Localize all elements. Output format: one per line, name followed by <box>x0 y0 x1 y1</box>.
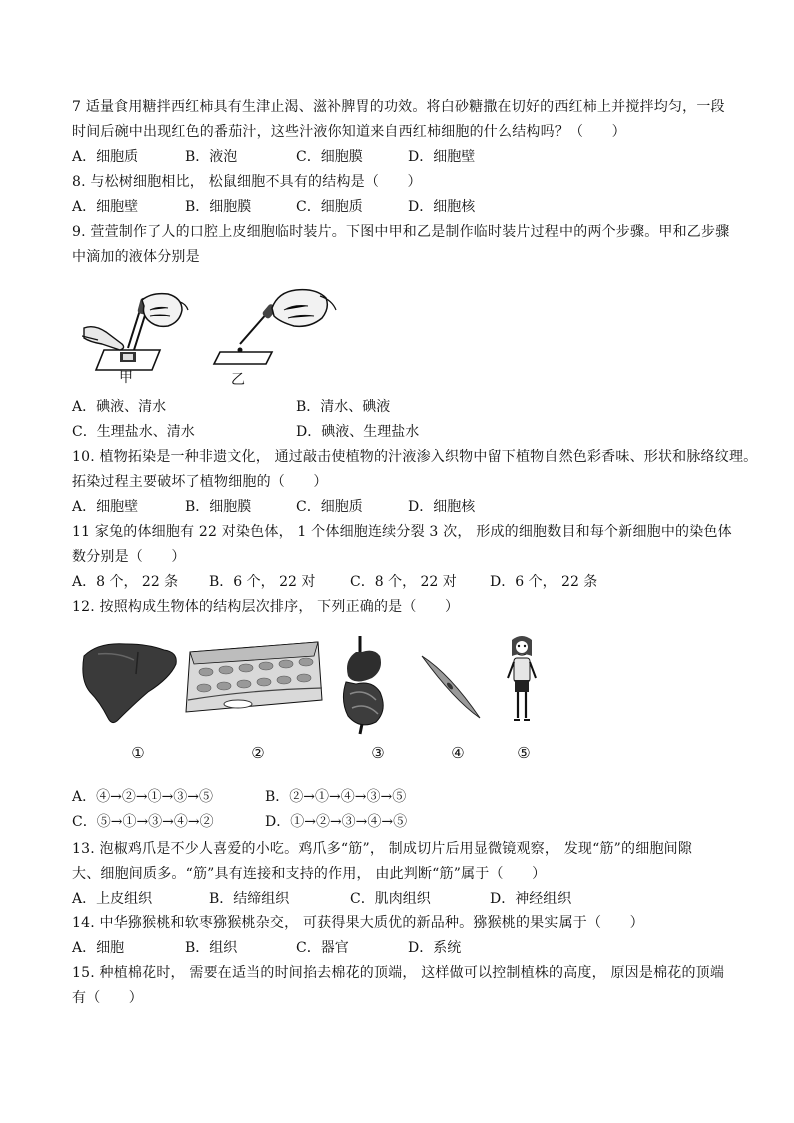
q12-stem-line1: 12. 按照构成生物体的结构层次排序， 下列正确的是（ ） <box>72 599 460 615</box>
q11-option-d: D．6 个， 22 条 <box>490 574 598 590</box>
q13-option-d: D．神经组织 <box>490 891 572 907</box>
figure-label-3: ③ <box>371 744 385 762</box>
q12-options-row2 <box>72 812 752 832</box>
q12-option-b: B．②→①→④→③→⑤ <box>265 789 407 805</box>
q15-stem-line2: 有（ ） <box>72 990 143 1006</box>
q13-option-b: B．结缔组织 <box>209 891 290 907</box>
q11-option-c: C．8 个， 22 对 <box>350 574 457 590</box>
q9-option-a: A．碘液、清水 <box>72 399 167 415</box>
q13-stem-line1: 13. 泡椒鸡爪是不少人喜爱的小吃。鸡爪多“筋”， 制成切片后用显微镜观察， 发现“筋”的细胞间隙 <box>72 841 693 857</box>
q7-option-a: A．细胞质 <box>72 149 139 165</box>
q11-option-b: B．6 个， 22 对 <box>209 574 316 590</box>
q8-option-d: D．细胞核 <box>408 199 476 215</box>
tissue-image <box>186 642 322 712</box>
q12-option-c: C．⑤→①→③→④→② <box>72 814 214 830</box>
q10-option-a: A．细胞壁 <box>72 499 139 515</box>
q12-option-a: A．④→②→①→③→⑤ <box>72 789 214 805</box>
q14-option-a: A．细胞 <box>72 940 125 956</box>
figure-label-2: ② <box>251 744 265 762</box>
q8-stem-line1: 8. 与松树细胞相比， 松鼠细胞不具有的结构是（ ） <box>72 174 422 190</box>
q9-stem-line1: 9. 萱萱制作了人的口腔上皮细胞临时装片。下图中甲和乙是制作临时装片过程中的两个步骤。甲和乙步骤 <box>72 224 730 240</box>
q8-option-a: A．细胞壁 <box>72 199 139 215</box>
q14-option-c: C．器官 <box>296 940 349 956</box>
q14-stem-line1: 14. 中华猕猴桃和软枣猕猴桃杂交， 可获得果大质优的新品种。猕猴桃的果实属于（ ） <box>72 915 644 931</box>
q7-option-b: B．液泡 <box>185 149 238 165</box>
q11-stem-line1: 11 家兔的体细胞有 22 对染色体， 1 个体细胞连续分裂 3 次， 形成的细胞数目和每个新细胞中的染色体 <box>72 524 732 540</box>
q7-option-d: D．细胞壁 <box>408 149 476 165</box>
liver-organ-image <box>83 644 176 723</box>
person-image <box>508 636 536 720</box>
step-yi-label: 乙 <box>231 372 245 386</box>
q12-option-d: D．①→②→③→④→⑤ <box>265 814 408 830</box>
q9-option-c: C．生理盐水、清水 <box>72 424 195 440</box>
q13-options <box>72 889 752 909</box>
q15-stem-line1: 15. 种植棉花时， 需要在适当的时间掐去棉花的顶端， 这样做可以控制植株的高度， 原因是棉花的顶端 <box>72 965 725 981</box>
digestive-system-image <box>343 636 383 734</box>
figure-label-1: ① <box>131 744 145 762</box>
q9-option-b: B．清水、碘液 <box>296 399 391 415</box>
q14-option-b: B．组织 <box>185 940 238 956</box>
q9-options-row2 <box>72 422 752 442</box>
structure-levels-figure <box>78 630 548 770</box>
q7-stem-line2: 时间后碗中出现红色的番茄汁，这些汁液你知道来自西红柿细胞的什么结构吗？（ ） <box>72 124 626 140</box>
q7-stem-line1: 7 适量食用糖拌西红柿具有生津止渴、滋补脾胃的功效。将白砂糖撒在切好的西红柿上并搅拌均匀，一段 <box>72 99 725 115</box>
q11-option-a: A．8 个， 22 条 <box>72 574 179 590</box>
q10-option-c: C．细胞质 <box>296 499 363 515</box>
q13-stem-line2: 大、细胞间质多。“筋”具有连接和支持的作用， 由此判断“筋”属于（ ） <box>72 866 547 882</box>
figure-label-5: ⑤ <box>517 744 531 762</box>
muscle-cell-image <box>422 656 480 718</box>
step-jia-label: 甲 <box>119 370 133 386</box>
q13-option-a: A．上皮组织 <box>72 891 153 907</box>
q10-options <box>72 497 752 517</box>
q11-stem-line2: 数分别是（ ） <box>72 549 186 565</box>
q7-options <box>72 147 752 167</box>
figure-label-4: ④ <box>451 744 465 762</box>
q13-option-c: C．肌肉组织 <box>350 891 431 907</box>
q10-stem-line2: 拓染过程主要破坏了植物细胞的（ ） <box>72 474 328 490</box>
q9-option-d: D．碘液、生理盐水 <box>296 424 420 440</box>
q10-option-b: B．细胞膜 <box>185 499 252 515</box>
q11-options <box>72 572 752 592</box>
q10-option-d: D．细胞核 <box>408 499 476 515</box>
q8-option-c: C．细胞质 <box>296 199 363 215</box>
q10-stem-line1: 10. 植物拓染是一种非遗文化， 通过敲击使植物的汁液渗入织物中留下植物自然色彩香味、形状和脉络纹理。 <box>72 449 758 465</box>
step-yi-illustration <box>214 290 336 364</box>
q8-options <box>72 197 752 217</box>
q9-stem-line2: 中滴加的液体分别是 <box>72 249 200 265</box>
q14-options <box>72 938 752 958</box>
q7-option-c: C．细胞膜 <box>296 149 363 165</box>
q9-options-row1 <box>72 397 752 417</box>
q8-option-b: B．细胞膜 <box>185 199 252 215</box>
slide-preparation-figure <box>82 288 338 386</box>
q12-options-row1 <box>72 787 752 807</box>
q14-option-d: D．系统 <box>408 940 462 956</box>
step-jia-illustration <box>82 294 188 370</box>
